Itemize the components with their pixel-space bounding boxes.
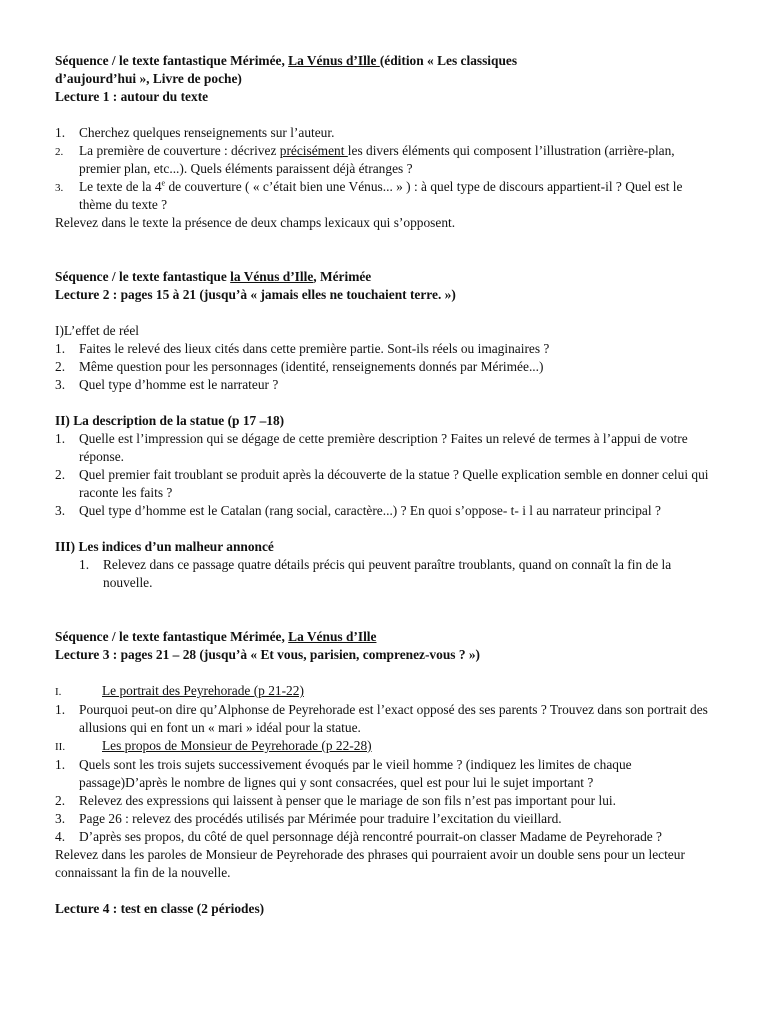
item-number: 1. xyxy=(55,702,66,717)
list-item xyxy=(55,124,715,142)
lecture-title: Lecture 1 : autour du texte xyxy=(55,89,209,104)
item-text: Cherchez quelques renseignements sur l’auteur. xyxy=(79,125,335,140)
heading-work-title: La Vénus d’Ille xyxy=(288,53,380,68)
item-text: Quel premier fait troublant se produit après la découverte de la statue ? Quelle explication semble en donner celui qui raconte les faits ? xyxy=(79,467,709,500)
list-item xyxy=(55,142,715,178)
item-number: 2. xyxy=(55,793,66,808)
list-item xyxy=(55,792,715,810)
item-number: 1. xyxy=(55,341,66,356)
item-text: Quel type d’homme est le Catalan (rang social, caractère...) ? En quoi s’oppose- t- i l au narrateur principal ? xyxy=(79,503,661,518)
item-number: 1. xyxy=(55,125,66,140)
list-item xyxy=(55,358,715,376)
item-number: 1. xyxy=(79,557,90,572)
item-text: Quel type d’homme est le narrateur ? xyxy=(79,377,279,392)
item-number: 3. xyxy=(55,182,64,194)
roman-title: Les propos de Monsieur de Peyrehorade (p 22-28) xyxy=(102,738,372,753)
roman-number: II. xyxy=(55,741,66,753)
part-title: I)L’effet de réel xyxy=(55,323,140,338)
heading-sequence: Séquence / le texte fantastique xyxy=(55,269,231,284)
list-item xyxy=(55,756,715,792)
roman-number: I. xyxy=(55,686,62,698)
list-item xyxy=(55,178,715,214)
item-text: Pourquoi peut-on dire qu’Alphonse de Peyrehorade est l’exact opposé des ses parents ? Trouvez dans son portrait des allusions qui en font un « mari » idéal pour la statue. xyxy=(79,702,708,735)
heading-work-title: la Vénus d’Ille xyxy=(230,269,314,284)
roman-heading xyxy=(55,682,715,701)
item-text: Quelle est l’impression qui se dégage de cette première description ? Faites un relevé de termes à l’appui de votre réponse. xyxy=(79,431,688,464)
list-item xyxy=(55,466,715,502)
list-item xyxy=(55,810,715,828)
item-text-part: les divers éléments qui composent l’illustration (arrière-plan, premier plan, etc...). Quels éléments paraissent déjà étranges ? xyxy=(79,143,675,176)
item-text xyxy=(79,142,715,178)
item-text: Même question pour les personnages (identité, renseignements donnés par Mérimée...) xyxy=(79,359,544,374)
section-lecture-4 xyxy=(55,900,715,918)
item-text: Relevez dans ce passage quatre détails précis qui peuvent paraître troublants, quand on connaît la fin de la nouvelle. xyxy=(103,557,672,590)
superscript: e xyxy=(161,178,166,188)
section-heading xyxy=(55,628,715,646)
list-item xyxy=(79,556,715,592)
heading-sequence: Séquence / le texte fantastique Mérimée, xyxy=(55,629,289,644)
item-text xyxy=(79,178,715,214)
list-item xyxy=(55,502,715,520)
document-page xyxy=(55,52,715,918)
item-text: Relevez des expressions qui laissent à penser que le mariage de son fils n’est pas important pour lui. xyxy=(79,793,616,808)
heading-edition: (édition « Les classiques xyxy=(379,53,518,68)
item-text-part: La première de couverture : décrivez xyxy=(79,143,280,158)
item-number: 1. xyxy=(55,431,66,446)
item-number: 2. xyxy=(55,467,66,482)
roman-title: Le portrait des Peyrehorade (p 21-22) xyxy=(102,683,304,698)
item-number: 2. xyxy=(55,146,64,158)
section-lecture-1 xyxy=(55,52,715,232)
part-title: III) Les indices d’un malheur annoncé xyxy=(55,539,274,554)
item-text: Quels sont les trois sujets successivement évoqués par le vieil homme ? (indiquez les limites de chaque passage)D’après le nombre de lignes qui y sont consacrées, quel est pour lui le sujet important ? xyxy=(79,757,632,790)
closing-instruction: Relevez dans les paroles de Monsieur de Peyrehorade des phrases qui pourraient avoir un double sens pour un lecteur connaissant la fin de la nouvelle. xyxy=(55,847,685,880)
section-lecture-2 xyxy=(55,268,715,592)
item-number: 1. xyxy=(55,757,66,772)
item-number: 2. xyxy=(55,359,66,374)
item-text-part: Le texte de la 4 xyxy=(79,179,162,194)
part-title: II) La description de la statue (p 17 –18) xyxy=(55,413,285,428)
section-heading xyxy=(55,52,715,70)
list-item xyxy=(55,340,715,358)
lecture-title: Lecture 3 : pages 21 – 28 (jusqu’à « Et vous, parisien, comprenez-vous ? ») xyxy=(55,647,481,662)
section-heading xyxy=(55,268,715,286)
list-item xyxy=(55,430,715,466)
item-number: 4. xyxy=(55,829,66,844)
item-text: D’après ses propos, du côté de quel personnage déjà rencontré pourrait-on classer Madame de Peyrehorade ? xyxy=(79,829,663,844)
heading-sequence: Séquence / le texte fantastique Mérimée, xyxy=(55,53,289,68)
item-text: Page 26 : relevez des procédés utilisés par Mérimée pour traduire l’excitation du vieillard. xyxy=(79,811,562,826)
lecture-title: Lecture 4 : test en classe (2 périodes) xyxy=(55,901,265,916)
heading-author: , Mérimée xyxy=(313,269,372,284)
closing-instruction: Relevez dans le texte la présence de deux champs lexicaux qui s’opposent. xyxy=(55,215,456,230)
list-item xyxy=(55,701,715,737)
item-number: 3. xyxy=(55,377,66,392)
lecture-title: Lecture 2 : pages 15 à 21 (jusqu’à « jamais elles ne touchaient terre. ») xyxy=(55,287,456,302)
item-text: Faites le relevé des lieux cités dans cette première partie. Sont-ils réels ou imaginaires ? xyxy=(79,341,550,356)
item-text-part: de couverture ( « c’était bien une Vénus... » ) : à quel type de discours appartient-il ? Quel est le thème du texte ? xyxy=(79,179,683,212)
item-number: 3. xyxy=(55,811,66,826)
section-lecture-3 xyxy=(55,628,715,882)
heading-work-title: La Vénus d’Ille xyxy=(288,629,377,644)
roman-heading xyxy=(55,737,715,756)
list-item xyxy=(55,376,715,394)
item-text-underlined: précisément xyxy=(279,143,348,158)
list-item xyxy=(55,828,715,846)
item-number: 3. xyxy=(55,503,66,518)
heading-edition-cont: d’aujourd’hui », Livre de poche) xyxy=(55,71,242,86)
